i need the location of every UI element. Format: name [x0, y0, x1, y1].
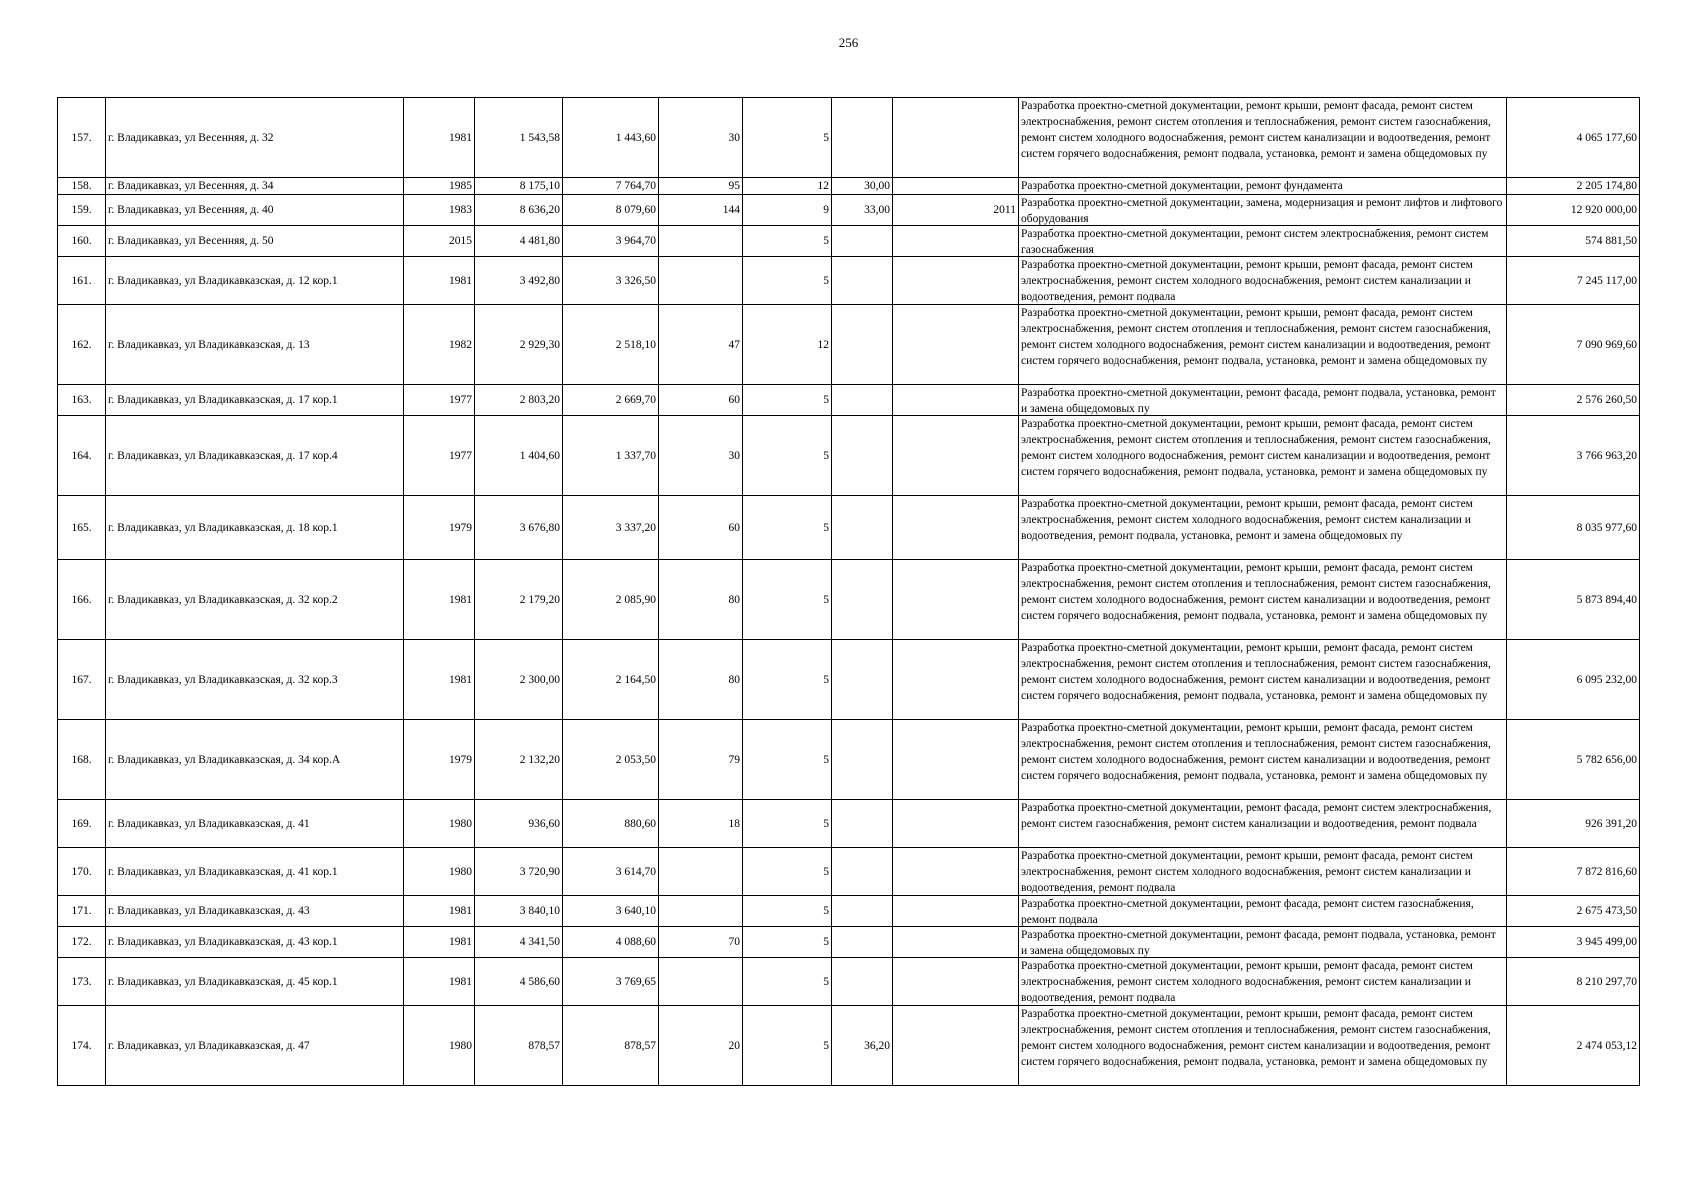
works-cell: [1019, 416, 1507, 496]
last-repair-cell: [893, 385, 1019, 416]
works-text: Разработка проектно-сметной документации, ремонт фасада, ремонт подвала, установка, ремонт и замена общедомовых пу: [1021, 929, 1496, 957]
living-area-cell: 3 640,10: [563, 896, 659, 927]
cost-cell: 12 920 000,00: [1507, 195, 1640, 226]
total-area-cell: 2 300,00: [475, 640, 563, 720]
cost-cell: 6 095 232,00: [1507, 640, 1640, 720]
row-number: 158.: [58, 178, 106, 195]
works-cell: [1019, 257, 1507, 305]
works-text: Разработка проектно-сметной документации, ремонт крыши, ремонт фасада, ремонт систем электроснабжения, ремонт систем отопления и теплоснабжения, ремонт систем газоснабжения, ремонт систем холодного водоснабжения, ремонт систем канализации и водоотведения, ремонт систем горячего водоснабжения, ремонт подвала, установка, ремонт и замена общедомовых пу: [1021, 100, 1491, 160]
table-row: [58, 178, 1640, 195]
wear-cell: 33,00: [832, 195, 893, 226]
address-cell: г. Владикавказ, ул Владикавказская, д. 43 кор.1: [106, 927, 404, 958]
living-area-cell: 3 964,70: [563, 226, 659, 257]
table-row: [58, 496, 1640, 560]
address-cell: г. Владикавказ, ул Весенняя, д. 34: [106, 178, 404, 195]
floors-cell: 5: [743, 720, 832, 800]
year-cell: 1981: [404, 640, 475, 720]
residents-cell: [659, 257, 743, 305]
last-repair-cell: [893, 257, 1019, 305]
row-number: 170.: [58, 848, 106, 896]
living-area-cell: 2 053,50: [563, 720, 659, 800]
year-cell: 1983: [404, 195, 475, 226]
works-text: Разработка проектно-сметной документации, ремонт крыши, ремонт фасада, ремонт систем электроснабжения, ремонт систем отопления и теплоснабжения, ремонт систем газоснабжения, ремонт систем холодного водоснабжения, ремонт систем канализации и водоотведения, ремонт систем горячего водоснабжения, ремонт подвала, установка, ремонт и замена общедомовых пу: [1021, 562, 1491, 622]
last-repair-cell: [893, 496, 1019, 560]
cost-cell: 2 576 260,50: [1507, 385, 1640, 416]
table-row: [58, 848, 1640, 896]
works-cell: [1019, 958, 1507, 1006]
row-number: 174.: [58, 1006, 106, 1086]
year-cell: 1980: [404, 1006, 475, 1086]
works-cell: [1019, 800, 1507, 848]
page-number: 256: [838, 35, 859, 50]
residents-cell: 47: [659, 305, 743, 385]
total-area-cell: 1 404,60: [475, 416, 563, 496]
row-number: 171.: [58, 896, 106, 927]
row-number: 157.: [58, 98, 106, 178]
floors-cell: 5: [743, 560, 832, 640]
works-text: Разработка проектно-сметной документации, ремонт систем электроснабжения, ремонт систем газоснабжения: [1021, 228, 1489, 256]
works-text: Разработка проектно-сметной документации, ремонт крыши, ремонт фасада, ремонт систем электроснабжения, ремонт систем отопления и теплоснабжения, ремонт систем газоснабжения, ремонт систем холодного водоснабжения, ремонт систем канализации и водоотведения, ремонт систем горячего водоснабжения, ремонт подвала, установка, ремонт и замена общедомовых пу: [1021, 722, 1491, 782]
floors-cell: 12: [743, 178, 832, 195]
total-area-cell: 936,60: [475, 800, 563, 848]
floors-cell: 5: [743, 848, 832, 896]
table-row: [58, 385, 1640, 416]
cost-cell: 5 782 656,00: [1507, 720, 1640, 800]
total-area-cell: 1 543,58: [475, 98, 563, 178]
works-cell: [1019, 560, 1507, 640]
address-cell: г. Владикавказ, ул Владикавказская, д. 12 кор.1: [106, 257, 404, 305]
residents-cell: [659, 896, 743, 927]
row-number: 163.: [58, 385, 106, 416]
table-row: [58, 1006, 1640, 1086]
wear-cell: [832, 257, 893, 305]
last-repair-cell: [893, 416, 1019, 496]
cost-cell: 3 766 963,20: [1507, 416, 1640, 496]
last-repair-cell: 2011: [893, 195, 1019, 226]
table-row: [58, 640, 1640, 720]
living-area-cell: 2 164,50: [563, 640, 659, 720]
total-area-cell: 8 636,20: [475, 195, 563, 226]
last-repair-cell: [893, 848, 1019, 896]
cost-cell: 3 945 499,00: [1507, 927, 1640, 958]
year-cell: 1982: [404, 305, 475, 385]
works-cell: [1019, 896, 1507, 927]
address-cell: г. Владикавказ, ул Владикавказская, д. 17 кор.4: [106, 416, 404, 496]
wear-cell: [832, 98, 893, 178]
wear-cell: 36,20: [832, 1006, 893, 1086]
works-text: Разработка проектно-сметной документации, ремонт фундамента: [1021, 180, 1343, 192]
cost-cell: 5 873 894,40: [1507, 560, 1640, 640]
works-cell: [1019, 848, 1507, 896]
wear-cell: [832, 927, 893, 958]
residents-cell: [659, 958, 743, 1006]
address-cell: г. Владикавказ, ул Владикавказская, д. 41: [106, 800, 404, 848]
year-cell: 2015: [404, 226, 475, 257]
total-area-cell: 4 341,50: [475, 927, 563, 958]
living-area-cell: 2 518,10: [563, 305, 659, 385]
residents-cell: 60: [659, 496, 743, 560]
floors-cell: 5: [743, 958, 832, 1006]
last-repair-cell: [893, 560, 1019, 640]
works-cell: [1019, 1006, 1507, 1086]
year-cell: 1981: [404, 98, 475, 178]
address-cell: г. Владикавказ, ул Владикавказская, д. 47: [106, 1006, 404, 1086]
last-repair-cell: [893, 958, 1019, 1006]
wear-cell: [832, 848, 893, 896]
address-cell: г. Владикавказ, ул Весенняя, д. 40: [106, 195, 404, 226]
total-area-cell: 2 132,20: [475, 720, 563, 800]
year-cell: 1977: [404, 416, 475, 496]
address-cell: г. Владикавказ, ул Владикавказская, д. 41 кор.1: [106, 848, 404, 896]
wear-cell: 30,00: [832, 178, 893, 195]
cost-cell: 926 391,20: [1507, 800, 1640, 848]
table-row: [58, 560, 1640, 640]
works-cell: [1019, 640, 1507, 720]
total-area-cell: 3 676,80: [475, 496, 563, 560]
living-area-cell: 7 764,70: [563, 178, 659, 195]
floors-cell: 5: [743, 226, 832, 257]
floors-cell: 5: [743, 896, 832, 927]
works-text: Разработка проектно-сметной документации, ремонт фасада, ремонт подвала, установка, ремонт и замена общедомовых пу: [1021, 387, 1496, 415]
wear-cell: [832, 896, 893, 927]
year-cell: 1981: [404, 927, 475, 958]
last-repair-cell: [893, 1006, 1019, 1086]
floors-cell: 5: [743, 927, 832, 958]
residents-cell: 30: [659, 98, 743, 178]
works-text: Разработка проектно-сметной документации, ремонт крыши, ремонт фасада, ремонт систем электроснабжения, ремонт систем отопления и теплоснабжения, ремонт систем газоснабжения, ремонт систем холодного водоснабжения, ремонт систем канализации и водоотведения, ремонт систем горячего водоснабжения, ремонт подвала, установка, ремонт и замена общедомовых пу: [1021, 642, 1491, 702]
last-repair-cell: [893, 896, 1019, 927]
cost-cell: 7 090 969,60: [1507, 305, 1640, 385]
year-cell: 1977: [404, 385, 475, 416]
row-number: 159.: [58, 195, 106, 226]
table-row: [58, 958, 1640, 1006]
cost-cell: 8 035 977,60: [1507, 496, 1640, 560]
wear-cell: [832, 416, 893, 496]
address-cell: г. Владикавказ, ул Владикавказская, д. 32 кор.3: [106, 640, 404, 720]
wear-cell: [832, 640, 893, 720]
residents-cell: 30: [659, 416, 743, 496]
year-cell: 1981: [404, 896, 475, 927]
residents-cell: 70: [659, 927, 743, 958]
residents-cell: 80: [659, 560, 743, 640]
floors-cell: 12: [743, 305, 832, 385]
year-cell: 1980: [404, 848, 475, 896]
residents-cell: 18: [659, 800, 743, 848]
total-area-cell: 8 175,10: [475, 178, 563, 195]
wear-cell: [832, 720, 893, 800]
address-cell: г. Владикавказ, ул Владикавказская, д. 13: [106, 305, 404, 385]
table-row: [58, 416, 1640, 496]
works-cell: [1019, 496, 1507, 560]
wear-cell: [832, 496, 893, 560]
row-number: 172.: [58, 927, 106, 958]
living-area-cell: 878,57: [563, 1006, 659, 1086]
total-area-cell: 2 179,20: [475, 560, 563, 640]
cost-cell: 7 245 117,00: [1507, 257, 1640, 305]
living-area-cell: 1 443,60: [563, 98, 659, 178]
works-text: Разработка проектно-сметной документации, ремонт фасада, ремонт систем электроснабжения, ремонт систем газоснабжения, ремонт систем канализации и водоотведения, ремонт подвала: [1021, 802, 1492, 830]
living-area-cell: 4 088,60: [563, 927, 659, 958]
row-number: 162.: [58, 305, 106, 385]
living-area-cell: 880,60: [563, 800, 659, 848]
total-area-cell: 3 720,90: [475, 848, 563, 896]
year-cell: 1981: [404, 958, 475, 1006]
total-area-cell: 2 929,30: [475, 305, 563, 385]
total-area-cell: 3 492,80: [475, 257, 563, 305]
year-cell: 1980: [404, 800, 475, 848]
residents-cell: [659, 226, 743, 257]
last-repair-cell: [893, 226, 1019, 257]
wear-cell: [832, 385, 893, 416]
address-cell: г. Владикавказ, ул Весенняя, д. 32: [106, 98, 404, 178]
year-cell: 1985: [404, 178, 475, 195]
works-text: Разработка проектно-сметной документации, ремонт крыши, ремонт фасада, ремонт систем электроснабжения, ремонт систем холодного водоснабжения, ремонт систем канализации и водоотведения, ремонт подвала, установка, ремонт и замена общедомовых пу: [1021, 498, 1473, 542]
row-number: 161.: [58, 257, 106, 305]
table-row: [58, 800, 1640, 848]
residents-cell: [659, 848, 743, 896]
cost-cell: 574 881,50: [1507, 226, 1640, 257]
floors-cell: 5: [743, 416, 832, 496]
works-cell: [1019, 720, 1507, 800]
works-text: Разработка проектно-сметной документации, ремонт крыши, ремонт фасада, ремонт систем электроснабжения, ремонт систем холодного водоснабжения, ремонт систем канализации и водоотведения, ремонт подвала: [1021, 259, 1473, 303]
cost-cell: 2 205 174,80: [1507, 178, 1640, 195]
residents-cell: 20: [659, 1006, 743, 1086]
table-row: [58, 305, 1640, 385]
floors-cell: 5: [743, 800, 832, 848]
row-number: 173.: [58, 958, 106, 1006]
total-area-cell: 2 803,20: [475, 385, 563, 416]
living-area-cell: 3 614,70: [563, 848, 659, 896]
floors-cell: 5: [743, 1006, 832, 1086]
works-text: Разработка проектно-сметной документации, ремонт крыши, ремонт фасада, ремонт систем электроснабжения, ремонт систем холодного водоснабжения, ремонт систем канализации и водоотведения, ремонт подвала: [1021, 850, 1473, 894]
floors-cell: 5: [743, 98, 832, 178]
floors-cell: 5: [743, 496, 832, 560]
row-number: 164.: [58, 416, 106, 496]
works-cell: [1019, 305, 1507, 385]
wear-cell: [832, 800, 893, 848]
total-area-cell: 4 481,80: [475, 226, 563, 257]
works-text: Разработка проектно-сметной документации, ремонт крыши, ремонт фасада, ремонт систем электроснабжения, ремонт систем отопления и теплоснабжения, ремонт систем газоснабжения, ремонт систем холодного водоснабжения, ремонт систем канализации и водоотведения, ремонт систем горячего водоснабжения, ремонт подвала, установка, ремонт и замена общедомовых пу: [1021, 307, 1491, 367]
address-cell: г. Владикавказ, ул Владикавказская, д. 34 кор.А: [106, 720, 404, 800]
address-cell: г. Владикавказ, ул Весенняя, д. 50: [106, 226, 404, 257]
works-cell: [1019, 385, 1507, 416]
living-area-cell: 1 337,70: [563, 416, 659, 496]
last-repair-cell: [893, 927, 1019, 958]
works-text: Разработка проектно-сметной документации, ремонт крыши, ремонт фасада, ремонт систем электроснабжения, ремонт систем отопления и теплоснабжения, ремонт систем газоснабжения, ремонт систем холодного водоснабжения, ремонт систем канализации и водоотведения, ремонт систем горячего водоснабжения, ремонт подвала, установка, ремонт и замена общедомовых пу: [1021, 418, 1491, 478]
housing-repair-table: [57, 97, 1640, 1086]
row-number: 165.: [58, 496, 106, 560]
last-repair-cell: [893, 720, 1019, 800]
living-area-cell: 3 337,20: [563, 496, 659, 560]
year-cell: 1981: [404, 257, 475, 305]
living-area-cell: 3 769,65: [563, 958, 659, 1006]
table-row: [58, 195, 1640, 226]
table-row: [58, 226, 1640, 257]
wear-cell: [832, 560, 893, 640]
last-repair-cell: [893, 640, 1019, 720]
floors-cell: 5: [743, 257, 832, 305]
works-cell: [1019, 178, 1507, 195]
works-cell: [1019, 195, 1507, 226]
floors-cell: 5: [743, 640, 832, 720]
table-row: [58, 896, 1640, 927]
living-area-cell: 2 669,70: [563, 385, 659, 416]
total-area-cell: 878,57: [475, 1006, 563, 1086]
row-number: 166.: [58, 560, 106, 640]
table-row: [58, 720, 1640, 800]
table-row: [58, 257, 1640, 305]
works-cell: [1019, 226, 1507, 257]
year-cell: 1979: [404, 720, 475, 800]
living-area-cell: 2 085,90: [563, 560, 659, 640]
works-text: Разработка проектно-сметной документации, ремонт крыши, ремонт фасада, ремонт систем электроснабжения, ремонт систем отопления и теплоснабжения, ремонт систем газоснабжения, ремонт систем холодного водоснабжения, ремонт систем канализации и водоотведения, ремонт систем горячего водоснабжения, ремонт подвала, установка, ремонт и замена общедомовых пу: [1021, 1008, 1491, 1068]
row-number: 168.: [58, 720, 106, 800]
cost-cell: 4 065 177,60: [1507, 98, 1640, 178]
last-repair-cell: [893, 305, 1019, 385]
floors-cell: 5: [743, 385, 832, 416]
address-cell: г. Владикавказ, ул Владикавказская, д. 18 кор.1: [106, 496, 404, 560]
last-repair-cell: [893, 98, 1019, 178]
total-area-cell: 3 840,10: [475, 896, 563, 927]
living-area-cell: 3 326,50: [563, 257, 659, 305]
residents-cell: 144: [659, 195, 743, 226]
residents-cell: 80: [659, 640, 743, 720]
works-cell: [1019, 98, 1507, 178]
last-repair-cell: [893, 178, 1019, 195]
residents-cell: 95: [659, 178, 743, 195]
total-area-cell: 4 586,60: [475, 958, 563, 1006]
works-text: Разработка проектно-сметной документации, замена, модернизация и ремонт лифтов и лифтового оборудования: [1021, 197, 1503, 225]
works-cell: [1019, 927, 1507, 958]
row-number: 169.: [58, 800, 106, 848]
address-cell: г. Владикавказ, ул Владикавказская, д. 32 кор.2: [106, 560, 404, 640]
works-text: Разработка проектно-сметной документации, ремонт фасада, ремонт систем газоснабжения, ремонт подвала: [1021, 898, 1474, 926]
table-row: [58, 98, 1640, 178]
cost-cell: 7 872 816,60: [1507, 848, 1640, 896]
address-cell: г. Владикавказ, ул Владикавказская, д. 17 кор.1: [106, 385, 404, 416]
year-cell: 1981: [404, 560, 475, 640]
wear-cell: [832, 958, 893, 1006]
cost-cell: 2 675 473,50: [1507, 896, 1640, 927]
cost-cell: 2 474 053,12: [1507, 1006, 1640, 1086]
table-row: [58, 927, 1640, 958]
row-number: 160.: [58, 226, 106, 257]
wear-cell: [832, 305, 893, 385]
address-cell: г. Владикавказ, ул Владикавказская, д. 45 кор.1: [106, 958, 404, 1006]
living-area-cell: 8 079,60: [563, 195, 659, 226]
wear-cell: [832, 226, 893, 257]
works-text: Разработка проектно-сметной документации, ремонт крыши, ремонт фасада, ремонт систем электроснабжения, ремонт систем холодного водоснабжения, ремонт систем канализации и водоотведения, ремонт подвала: [1021, 960, 1473, 1004]
cost-cell: 8 210 297,70: [1507, 958, 1640, 1006]
residents-cell: 79: [659, 720, 743, 800]
year-cell: 1979: [404, 496, 475, 560]
floors-cell: 9: [743, 195, 832, 226]
row-number: 167.: [58, 640, 106, 720]
address-cell: г. Владикавказ, ул Владикавказская, д. 43: [106, 896, 404, 927]
last-repair-cell: [893, 800, 1019, 848]
residents-cell: 60: [659, 385, 743, 416]
